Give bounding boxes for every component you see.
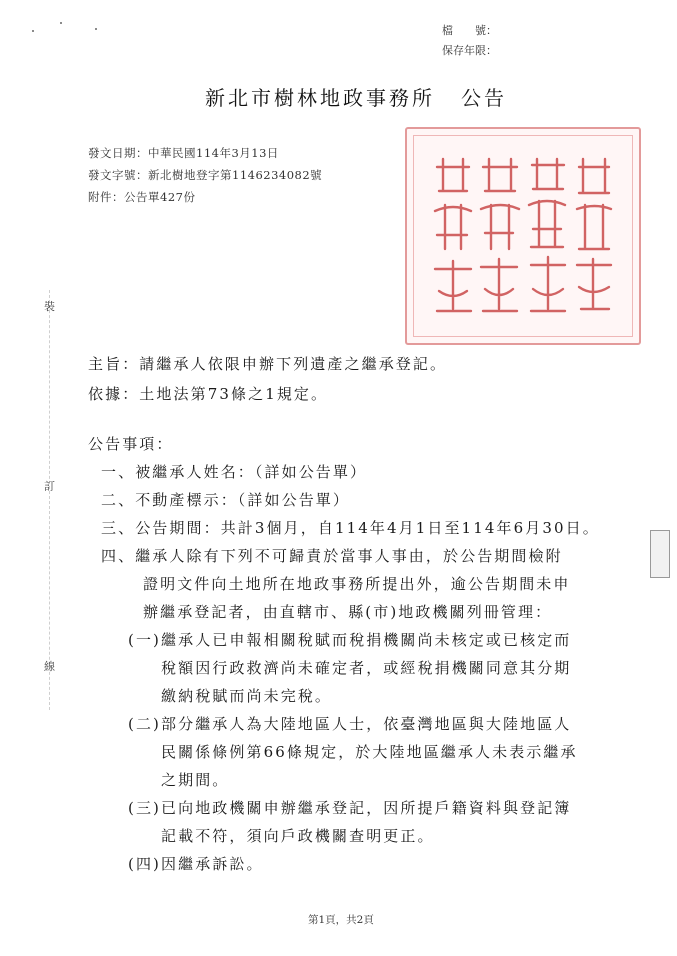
attachment-info: 附件：公告單427份 <box>88 190 196 204</box>
file-number-label: 檔 號： <box>442 24 497 37</box>
scan-speck <box>95 28 97 30</box>
notice-item-3: 三、公告期間：共計3個月，自114年4月1日至114年6月30日。 <box>101 519 600 537</box>
seal-glyphs-icon <box>407 129 639 343</box>
document-type: 公告 <box>461 86 507 110</box>
notice-item-4-line-3: 辦繼承登記者，由直轄市、縣(市)地政機關列冊管理： <box>143 603 553 621</box>
sub-item-2-line-2: 民關係條例第66條規定，於大陸地區繼承人未表示繼承 <box>161 743 578 761</box>
office-name: 新北市樹林地政事務所 <box>205 86 435 110</box>
scan-speck <box>32 30 34 32</box>
page-number: 第1頁，共2頁 <box>308 914 374 926</box>
notice-item-1: 一、被繼承人姓名：（詳如公告單） <box>101 463 368 481</box>
retention-period-label: 保存年限： <box>442 44 497 57</box>
sub-item-3-line-2: 記載不符，須向戶政機關查明更正。 <box>161 827 435 845</box>
binding-mark-zhuang: 裝 <box>44 300 55 313</box>
reference-number: 發文字號：新北樹地登字第1146234082號 <box>88 168 323 182</box>
page-title <box>205 82 507 111</box>
sub-item-1-line-1: (一)繼承人已申報相關稅賦而稅捐機關尚未核定或已核定而 <box>128 631 572 649</box>
side-stamp <box>650 530 670 578</box>
sub-item-2-line-3: 之期間。 <box>161 771 230 789</box>
sub-item-3-line-1: (三)已向地政機關申辦繼承登記，因所提戶籍資料與登記簿 <box>128 799 572 817</box>
binding-mark-ding: 訂 <box>44 480 55 493</box>
notice-item-2: 二、不動產標示：（詳如公告單） <box>101 491 351 509</box>
notice-item-4-line-1: 四、繼承人除有下列不可歸責於當事人事由，於公告期間檢附 <box>101 547 563 565</box>
notice-item-4-line-2: 證明文件向土地所在地政事務所提出外，逾公告期間未申 <box>143 575 571 593</box>
sub-item-2-line-1: (二)部分繼承人為大陸地區人士，依臺灣地區與大陸地區人 <box>128 715 572 733</box>
subject-line: 主旨：請繼承人依限申辦下列遺產之繼承登記。 <box>88 355 448 373</box>
notice-heading: 公告事項： <box>88 435 174 453</box>
issue-date: 發文日期：中華民國114年3月13日 <box>88 146 279 160</box>
sub-item-1-line-3: 繳納稅賦而尚未完稅。 <box>161 687 333 705</box>
binding-mark-xian: 線 <box>44 660 55 673</box>
official-seal <box>405 127 641 345</box>
sub-item-1-line-2: 稅額因行政救濟尚未確定者，或經稅捐機關同意其分期 <box>161 659 572 677</box>
sub-item-4-line-1: (四)因繼承訴訟。 <box>128 855 264 873</box>
basis-line: 依據：土地法第73條之1規定。 <box>88 385 329 403</box>
scan-speck <box>60 22 62 24</box>
binding-line <box>49 290 50 710</box>
